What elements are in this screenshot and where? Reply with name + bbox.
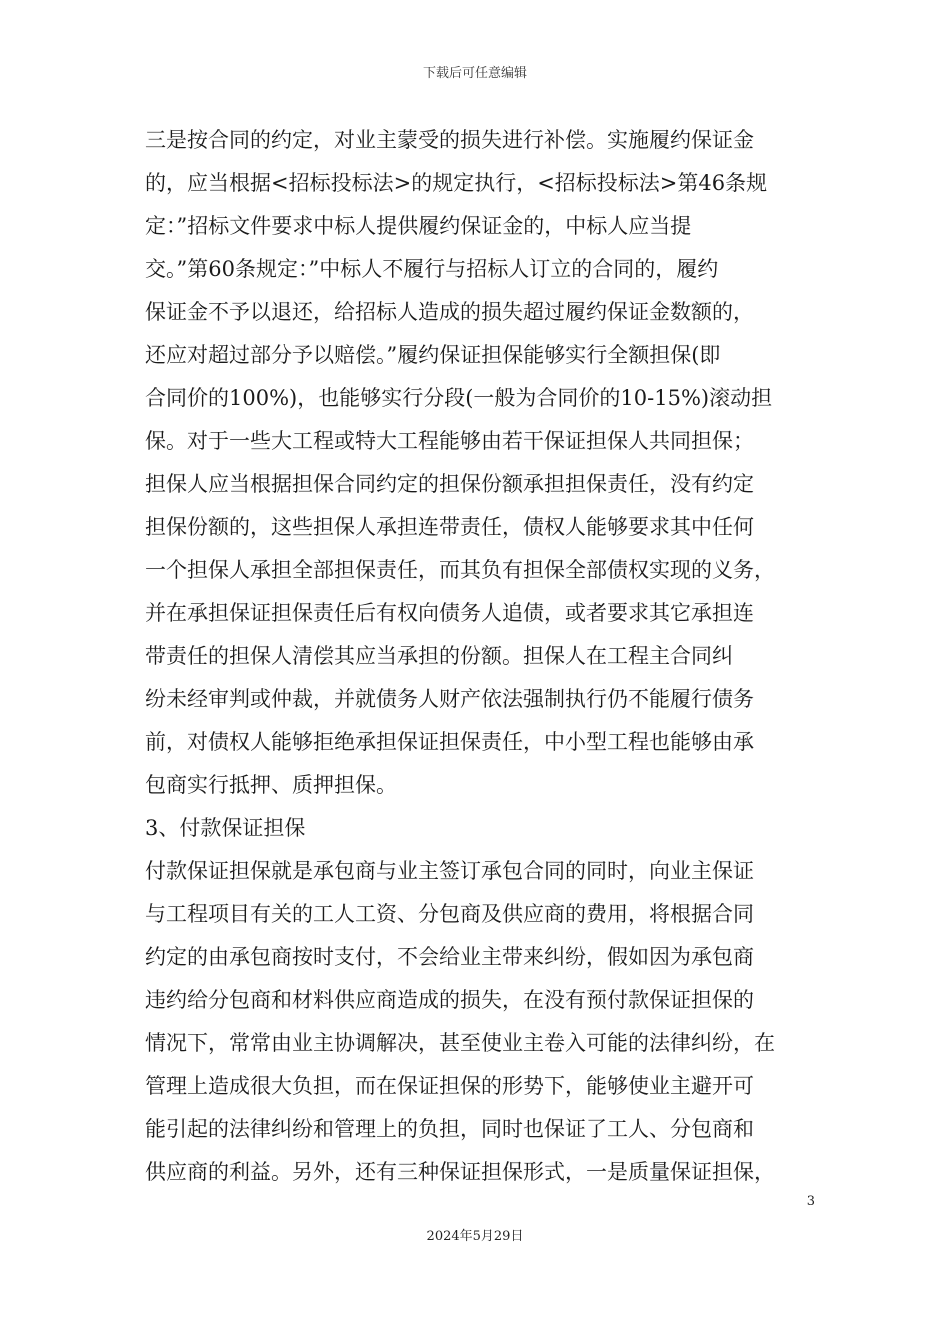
body-line: 交。”第60条规定：”中标人不履行与招标人订立的合同的，履约 bbox=[145, 257, 719, 281]
body-line: 保证金不予以退还，给招标人造成的损失超过履约保证金数额的， bbox=[145, 300, 754, 324]
body-line: 纷未经审判或仲裁，并就债务人财产依法强制执行仍不能履行债务 bbox=[145, 687, 754, 711]
body-line: 合同价的100%)，也能够实行分段(一般为合同价的10-15%)滚动担 bbox=[145, 386, 773, 410]
body-line: 担保人应当根据担保合同约定的担保份额承担担保责任，没有约定 bbox=[145, 472, 754, 496]
body-line: 还应对超过部分予以赔偿。”履约保证担保能够实行全额担保(即 bbox=[145, 343, 721, 367]
document-body bbox=[145, 119, 817, 1194]
body-line: 包商实行抵押、质押担保。 bbox=[145, 773, 397, 797]
body-line: 违约给分包商和材料供应商造成的损失，在没有预付款保证担保的 bbox=[145, 988, 754, 1012]
body-line: 并在承担保证担保责任后有权向债务人追债，或者要求其它承担连 bbox=[145, 601, 754, 625]
body-line: 的，应当根据<招标投标法>的规定执行，<招标投标法>第46条规 bbox=[145, 171, 768, 195]
body-line: 一个担保人承担全部担保责任，而其负有担保全部债权实现的义务， bbox=[145, 558, 775, 582]
page-number: 3 bbox=[806, 1194, 815, 1209]
body-line: 供应商的利益。另外，还有三种保证担保形式，一是质量保证担保， bbox=[145, 1160, 775, 1184]
body-line: 担保份额的，这些担保人承担连带责任，债权人能够要求其中任何 bbox=[145, 515, 754, 539]
page-header: 下载后可任意编辑 bbox=[422, 66, 527, 81]
body-line: 保。对于一些大工程或特大工程能够由若干保证担保人共同担保； bbox=[145, 429, 754, 453]
body-line: 情况下，常常由业主协调解决，甚至使业主卷入可能的法律纠纷，在 bbox=[145, 1031, 775, 1055]
body-line: 能引起的法律纠纷和管理上的负担，同时也保证了工人、分包商和 bbox=[145, 1117, 754, 1141]
body-line: 前，对债权人能够拒绝承担保证担保责任，中小型工程也能够由承 bbox=[145, 730, 754, 754]
body-line: 带责任的担保人清偿其应当承担的份额。担保人在工程主合同纠 bbox=[145, 644, 733, 668]
body-line: 约定的由承包商按时支付，不会给业主带来纠纷，假如因为承包商 bbox=[145, 945, 754, 969]
body-line: 付款保证担保就是承包商与业主签订承包合同的同时，向业主保证 bbox=[145, 859, 754, 883]
section-heading: 3、付款保证担保 bbox=[145, 816, 306, 840]
body-line: 管理上造成很大负担，而在保证担保的形势下，能够使业主避开可 bbox=[145, 1074, 754, 1098]
page-footer-date: 2024年5月29日 bbox=[426, 1229, 524, 1244]
body-line: 三是按合同的约定，对业主蒙受的损失进行补偿。实施履约保证金 bbox=[145, 128, 754, 152]
body-line: 与工程项目有关的工人工资、分包商及供应商的费用，将根据合同 bbox=[145, 902, 754, 926]
body-line: 定：”招标文件要求中标人提供履约保证金的，中标人应当提 bbox=[145, 214, 692, 238]
